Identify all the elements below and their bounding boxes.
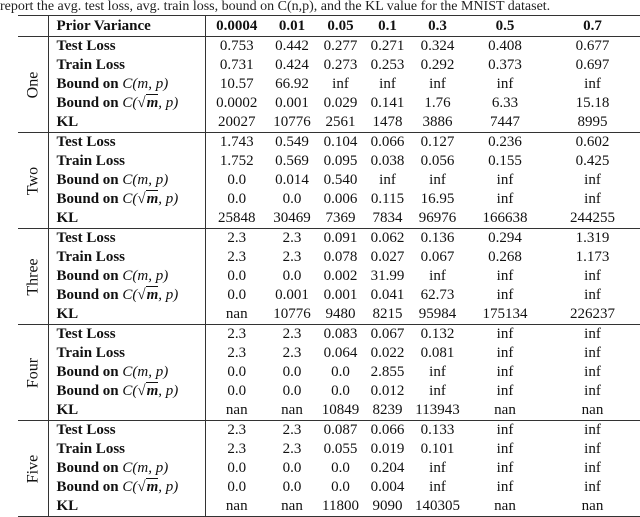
value-cell: 0.067 [370,326,405,342]
value-cell: nan [205,497,268,517]
value-cell: 0.012 [370,383,405,399]
row-label-text: Bound on [56,460,119,476]
value-cell: 2.855 [370,364,405,380]
value-cell: inf [429,383,446,399]
row-label-text: KL [56,210,79,226]
value-cell: inf [584,479,601,495]
value-cell: inf [332,76,349,92]
value-cell: inf [429,479,446,495]
value-cell: 1.319 [575,230,610,246]
value-cell: 0.101 [420,441,455,457]
value-cell: 226237 [545,305,640,325]
value-cell: 0.0 [282,479,302,495]
row-label [48,171,205,190]
value-cell: inf [584,364,601,380]
value-cell: 2.3 [227,249,247,265]
value-cell: 0.0 [227,383,247,399]
value-cell: 1.76 [424,95,451,111]
value-cell: 66.92 [275,76,309,92]
value-cell: inf [496,422,514,438]
value-cell: 95984 [410,305,465,325]
group-name: One [24,71,42,98]
value-cell: 31.99 [370,268,405,284]
row-label [48,190,205,209]
row-label [48,267,205,286]
table-row-train-loss [18,440,640,459]
value-cell: inf [584,268,601,284]
value-cell: 0.132 [420,326,455,342]
math-sqrt-var: m [146,287,159,303]
value-cell: 2.3 [227,441,247,457]
value-cell: 8995 [545,113,640,133]
value-cell: inf [584,441,601,457]
value-cell: 7447 [465,113,545,133]
value-cell: 0.019 [370,441,405,457]
row-label [48,248,205,267]
value-cell: 0.001 [275,95,309,111]
row-label-text: Test Loss [56,326,116,342]
row-label-text: KL [56,114,79,130]
math-sqrt-var: m [146,95,159,111]
value-cell: 0.064 [323,345,358,361]
table-row-bound-c-sqrt-m [18,94,640,113]
table-row-test-loss [18,133,640,153]
value-cell: 10776 [268,113,316,133]
value-cell: inf [496,441,514,457]
value-cell: 11800 [316,497,365,517]
group-label [18,229,48,325]
value-cell: 0.066 [370,134,405,150]
row-label-text: Bound on [56,364,119,380]
value-cell: inf [429,172,446,188]
value-cell: inf [584,345,601,361]
value-cell: 0.425 [575,153,610,169]
row-label-text: Bound on [56,268,119,284]
value-cell: 140305 [410,497,465,517]
value-cell: 2.3 [282,422,302,438]
table-row-bound-c-sqrt-m [18,478,640,497]
value-cell: 0.292 [420,57,455,73]
row-label-text: Bound on [56,479,119,495]
table-row-train-loss [18,248,640,267]
row-label-text: Test Loss [56,134,116,150]
value-cell: inf [496,76,514,92]
math-expression: , p) [158,383,179,399]
row-label-text: Test Loss [56,230,116,246]
row-label [48,94,205,113]
value-cell: 0.081 [420,345,455,361]
value-cell: 62.73 [420,287,455,303]
value-cell: 0.091 [323,230,358,246]
row-label [48,325,205,345]
value-cell: 0.253 [370,57,405,73]
value-cell: 1478 [365,113,410,133]
group-name: Four [24,357,42,388]
value-cell: 2.3 [282,249,302,265]
value-cell: 0.0 [331,364,350,380]
value-cell: 20027 [205,113,268,133]
value-cell: inf [584,460,601,476]
group-label [18,133,48,229]
value-cell: 0.001 [323,287,358,303]
column-header: 0.01 [268,16,316,37]
value-cell: 0.0 [282,364,302,380]
row-label [48,305,205,325]
value-cell: 8215 [365,305,410,325]
table-row-train-loss [18,152,640,171]
table-row-kl [18,113,640,133]
row-label-text: Bound on [56,287,119,303]
table-row-train-loss [18,56,640,75]
table-row-test-loss [18,37,640,57]
prior-variance-header: Prior Variance [48,16,205,37]
math-expression: C(m, p) [122,364,169,380]
value-cell: 1.743 [219,134,254,150]
value-cell: 0.0 [227,479,247,495]
column-header: 0.3 [410,16,465,37]
value-cell: 0.236 [488,134,522,150]
value-cell: 0.677 [575,38,610,54]
value-cell: 0.055 [323,441,358,457]
value-cell: nan [268,401,316,421]
row-label [48,56,205,75]
table-row-kl [18,209,640,229]
value-cell: 0.014 [275,172,309,188]
value-cell: 96976 [410,209,465,229]
value-cell: 0.141 [370,95,405,111]
row-label [48,382,205,401]
row-label-text: Train Loss [56,57,125,73]
table-row-bound-c-m [18,75,640,94]
value-cell: 0.006 [323,191,358,207]
value-cell: 0.731 [219,57,254,73]
value-cell: inf [584,191,601,207]
value-cell: nan [268,497,316,517]
column-header: 0.0004 [205,16,268,37]
math-expression: C(√ [122,287,146,303]
value-cell: nan [545,497,640,517]
value-cell: inf [496,460,514,476]
row-label [48,344,205,363]
value-cell: 2.3 [227,326,247,342]
table-row-kl [18,401,640,421]
row-label-text: Train Loss [56,153,125,169]
row-label-text: KL [56,498,79,514]
value-cell: 0.294 [488,230,522,246]
value-cell: inf [584,76,601,92]
value-cell: 10.57 [219,76,254,92]
value-cell: 15.18 [575,95,610,111]
table-row-kl [18,305,640,325]
value-cell: inf [584,383,601,399]
row-label [48,152,205,171]
table-row-bound-c-m [18,267,640,286]
row-label [48,401,205,421]
value-cell: 0.273 [323,57,358,73]
column-header: 0.05 [316,16,365,37]
value-cell: 113943 [410,401,465,421]
row-label-text: Train Loss [56,441,125,457]
math-expression: , p) [158,95,179,111]
value-cell: 0.373 [488,57,522,73]
value-cell: 10776 [268,305,316,325]
value-cell: inf [496,479,514,495]
value-cell: 2.3 [282,345,302,361]
table-row-test-loss [18,229,640,249]
row-label [48,440,205,459]
row-label-text: Bound on [56,172,119,188]
math-expression: C(√ [122,383,146,399]
value-cell: inf [584,422,601,438]
value-cell: 0.0 [282,383,302,399]
row-label [48,133,205,153]
row-label-text: Test Loss [56,38,116,54]
value-cell: 1.173 [575,249,610,265]
value-cell: 7369 [316,209,365,229]
group-name: Five [24,454,42,483]
value-cell: inf [496,364,514,380]
table-caption: report the avg. test loss, avg. train loss, bound on C(n,p), and the KL value for the MNIST dataset. [0,0,551,14]
row-label [48,286,205,305]
math-expression: C(√ [122,191,146,207]
table-row-bound-c-sqrt-m [18,382,640,401]
value-cell: 7834 [365,209,410,229]
value-cell: 0.0 [227,268,247,284]
row-label [48,421,205,441]
value-cell: 166638 [465,209,545,229]
value-cell: inf [496,383,514,399]
row-label-text: Bound on [56,76,119,92]
value-cell: 0.0 [331,479,350,495]
group-header [18,16,48,37]
row-label-text: Train Loss [56,345,125,361]
row-label-text: KL [56,306,79,322]
value-cell: 0.408 [488,38,522,54]
group-label [18,37,48,133]
value-cell: 0.0 [227,191,247,207]
group-name: Two [24,166,42,195]
value-cell: 0.078 [323,249,358,265]
value-cell: 0.027 [370,249,405,265]
math-expression: C(√ [122,479,146,495]
value-cell: 0.104 [323,134,358,150]
value-cell: 0.067 [420,249,455,265]
results-table [18,15,640,517]
value-cell: 0.271 [370,38,405,54]
value-cell: 2.3 [282,441,302,457]
value-cell: 8239 [365,401,410,421]
math-expression: C(m, p) [122,76,169,92]
value-cell: inf [496,191,514,207]
value-cell: 0.0 [227,460,247,476]
value-cell: nan [545,401,640,421]
math-sqrt-var: m [146,383,159,399]
value-cell: inf [496,326,514,342]
math-expression: C(m, p) [122,172,169,188]
value-cell: 0.095 [323,153,358,169]
value-cell: 0.0 [282,191,302,207]
table-row-bound-c-m [18,459,640,478]
value-cell: 2561 [316,113,365,133]
table-row-test-loss [18,325,640,345]
value-cell: 0.127 [420,134,455,150]
column-header: 0.1 [365,16,410,37]
value-cell: nan [205,305,268,325]
row-label [48,363,205,382]
value-cell: nan [205,401,268,421]
math-sqrt-var: m [146,479,159,495]
value-cell: 3886 [410,113,465,133]
value-cell: 0.001 [275,287,309,303]
group-label [18,325,48,421]
math-sqrt-var: m [146,191,159,207]
value-cell: 0.204 [370,460,405,476]
value-cell: inf [429,364,446,380]
value-cell: 0.062 [370,230,405,246]
header-row [18,16,640,37]
value-cell: inf [584,326,601,342]
value-cell: 0.029 [323,95,358,111]
group-name: Three [24,257,42,296]
value-cell: inf [496,268,514,284]
value-cell: 0.268 [488,249,522,265]
row-label [48,209,205,229]
value-cell: 9090 [365,497,410,517]
value-cell: 25848 [205,209,268,229]
value-cell: inf [429,76,446,92]
row-label [48,113,205,133]
value-cell: 16.95 [420,191,455,207]
value-cell: 0.569 [275,153,309,169]
value-cell: 175134 [465,305,545,325]
value-cell: 0.0 [227,364,247,380]
row-label [48,229,205,249]
value-cell: 0.002 [323,268,358,284]
math-expression: , p) [158,191,179,207]
row-label-text: Bound on [56,95,119,111]
value-cell: 0.0 [227,172,247,188]
row-label-text: Test Loss [56,422,116,438]
row-label-text: Bound on [56,383,119,399]
value-cell: 0.133 [420,422,455,438]
value-cell: 0.041 [370,287,405,303]
value-cell: 0.549 [275,134,309,150]
value-cell: 9480 [316,305,365,325]
value-cell: inf [379,172,396,188]
value-cell: 2.3 [282,326,302,342]
value-cell: 0.0 [282,268,302,284]
value-cell: 0.540 [323,172,358,188]
value-cell: inf [496,287,514,303]
column-header: 0.5 [465,16,545,37]
math-expression: , p) [158,287,179,303]
value-cell: nan [465,497,545,517]
value-cell: inf [584,172,601,188]
table-row-train-loss [18,344,640,363]
value-cell: 30469 [268,209,316,229]
value-cell: nan [465,401,545,421]
row-label [48,37,205,57]
value-cell: 2.3 [227,422,247,438]
value-cell: 244255 [545,209,640,229]
table-row-bound-c-sqrt-m [18,286,640,305]
math-expression: C(m, p) [122,460,169,476]
value-cell: 0.115 [370,191,405,207]
value-cell: 0.324 [420,38,455,54]
math-expression: , p) [158,479,179,495]
value-cell: inf [496,345,514,361]
value-cell: 0.004 [370,479,405,495]
value-cell: 0.0002 [216,95,258,111]
value-cell: inf [584,287,601,303]
table-row-bound-c-sqrt-m [18,190,640,209]
row-label [48,459,205,478]
value-cell: 2.3 [227,345,247,361]
value-cell: 0.136 [420,230,455,246]
math-expression: C(√ [122,95,146,111]
table-row-bound-c-m [18,171,640,190]
row-label [48,478,205,497]
value-cell: 0.277 [323,38,358,54]
value-cell: 2.3 [227,230,247,246]
value-cell: 0.753 [219,38,254,54]
value-cell: 0.442 [275,38,309,54]
value-cell: 0.087 [323,422,358,438]
math-expression: C(m, p) [122,268,169,284]
value-cell: 0.0 [331,383,350,399]
value-cell: 6.33 [491,95,519,111]
group-label [18,421,48,517]
row-label-text: KL [56,402,79,418]
value-cell: 1.752 [219,153,254,169]
value-cell: 0.0 [282,460,302,476]
value-cell: 0.056 [420,153,455,169]
value-cell: 0.424 [275,57,309,73]
value-cell: 0.697 [575,57,610,73]
table-row-bound-c-m [18,363,640,382]
value-cell: 0.0 [227,287,247,303]
value-cell: inf [429,460,446,476]
value-cell: inf [379,76,396,92]
value-cell: 0.602 [575,134,610,150]
value-cell: inf [496,172,514,188]
value-cell: 2.3 [282,230,302,246]
value-cell: 0.155 [488,153,522,169]
row-label-text: Bound on [56,191,119,207]
column-header: 0.7 [545,16,640,37]
value-cell: 0.0 [331,460,350,476]
value-cell: 0.022 [370,345,405,361]
value-cell: 0.066 [370,422,405,438]
row-label-text: Train Loss [56,249,125,265]
value-cell: inf [429,268,446,284]
value-cell: 0.083 [323,326,358,342]
value-cell: 0.038 [370,153,405,169]
row-label [48,75,205,94]
value-cell: 10849 [316,401,365,421]
table-row-test-loss [18,421,640,441]
